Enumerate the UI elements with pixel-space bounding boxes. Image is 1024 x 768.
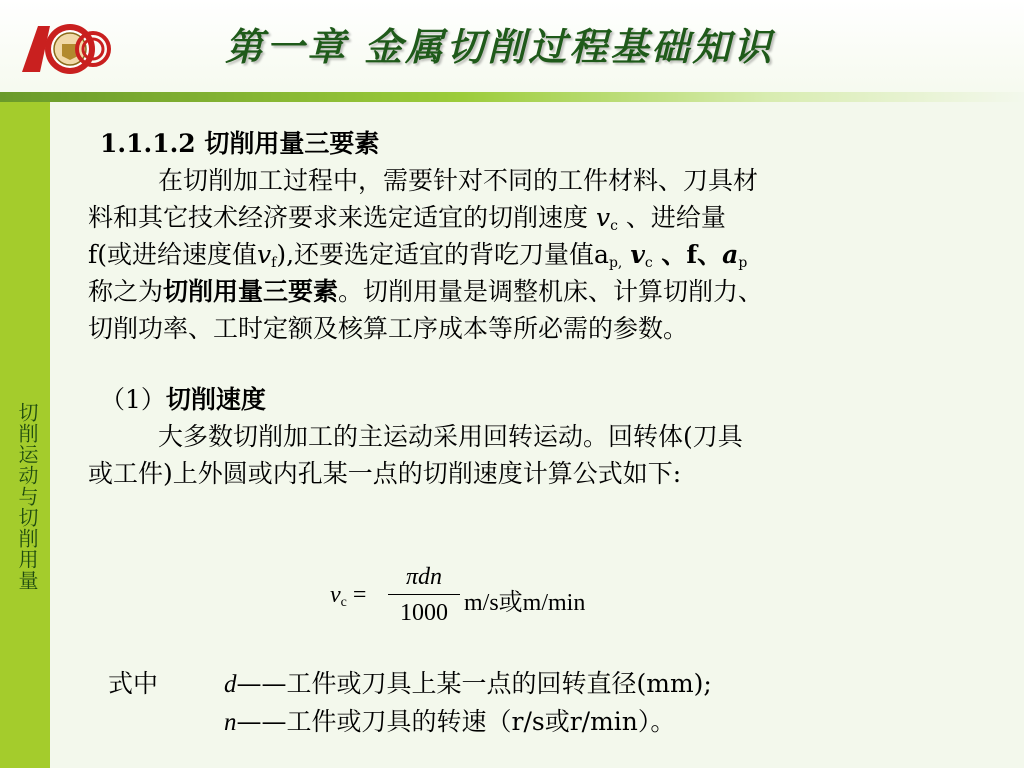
para1-line1: 在切削加工过程中，需要针对不同的工件材料、刀具材 xyxy=(158,166,759,195)
definition-n xyxy=(224,703,675,741)
formula-unit: m/s或m/min xyxy=(464,590,586,616)
para1-line3-b: ),还要选定适宜的背吃刀量值a xyxy=(276,240,609,269)
velocity-formula xyxy=(330,560,730,640)
symbol-sub-c: c xyxy=(610,218,618,234)
var-d: d xyxy=(224,671,237,698)
formula-fraction xyxy=(388,560,460,629)
para1-line4-b: 。切削用量是调整机床、计算切削力、 xyxy=(338,277,764,306)
spacer xyxy=(88,347,1003,381)
para1-line2-tail: 、进给量 xyxy=(617,203,726,232)
para1-line2 xyxy=(88,199,1003,236)
page-title: 第一章 金属切削过程基础知识 xyxy=(225,24,775,69)
where-label: 式中 xyxy=(108,669,159,698)
subsection-title: 切削速度 xyxy=(165,385,266,414)
para2-line1: 大多数切削加工的主运动采用回转运动。回转体(刀具 xyxy=(158,422,743,451)
para1-line3-a: f(或进给速度值 xyxy=(88,240,258,269)
sidebar-label: 切削运动与切削用量 xyxy=(15,402,39,591)
content-body xyxy=(88,125,1003,492)
symbol-sub-f: f xyxy=(271,255,277,271)
para1-line4 xyxy=(88,273,1003,310)
para1-line3-d: 、f、 xyxy=(652,240,723,269)
symbol-vc: v xyxy=(630,240,645,269)
symbol-sub-p: p, xyxy=(608,255,623,271)
para1-line3 xyxy=(88,236,1003,273)
university-logo xyxy=(20,20,112,78)
para1-line5: 切削功率、工时定额及核算工序成本等所必需的参数。 xyxy=(88,314,689,343)
para2-line2: 或工件)上外圆或内孔某一点的切削速度计算公式如下: xyxy=(88,459,682,488)
formula-v: v xyxy=(330,582,341,608)
symbol-vf: v xyxy=(257,240,272,269)
formula-numerator: πdn xyxy=(405,564,443,590)
subsection-number: （1） xyxy=(100,385,166,414)
definition-d-text: ——工件或刀具上某一点的回转直径(mm); xyxy=(236,669,712,698)
symbol-ap-sub: p xyxy=(738,255,748,271)
formula-equals: = xyxy=(346,582,367,608)
header-band xyxy=(0,0,1024,92)
definition-n-text: ——工件或刀具的转速（r/s或r/min）。 xyxy=(236,707,676,736)
symbol-ap: a xyxy=(722,240,739,269)
section-heading: 1.1.1.2 切削用量三要素 xyxy=(100,129,380,158)
definition-d xyxy=(224,665,712,703)
symbol-vc-sub: c xyxy=(644,255,653,271)
term-three-elements: 切削用量三要素 xyxy=(163,277,339,306)
subsection-heading xyxy=(88,381,1003,418)
formula-denominator: 1000 xyxy=(400,600,448,626)
sidebar xyxy=(0,102,50,768)
header-divider xyxy=(0,92,1024,102)
symbol-v: v xyxy=(595,203,611,232)
formula-v-sub: c xyxy=(340,595,347,610)
para1-line2-text: 料和其它技术经济要求来选定适宜的切削速度 xyxy=(88,203,596,232)
var-n: n xyxy=(224,709,237,736)
formula-lhs xyxy=(330,582,366,611)
para1-line4-a: 称之为 xyxy=(88,277,164,306)
